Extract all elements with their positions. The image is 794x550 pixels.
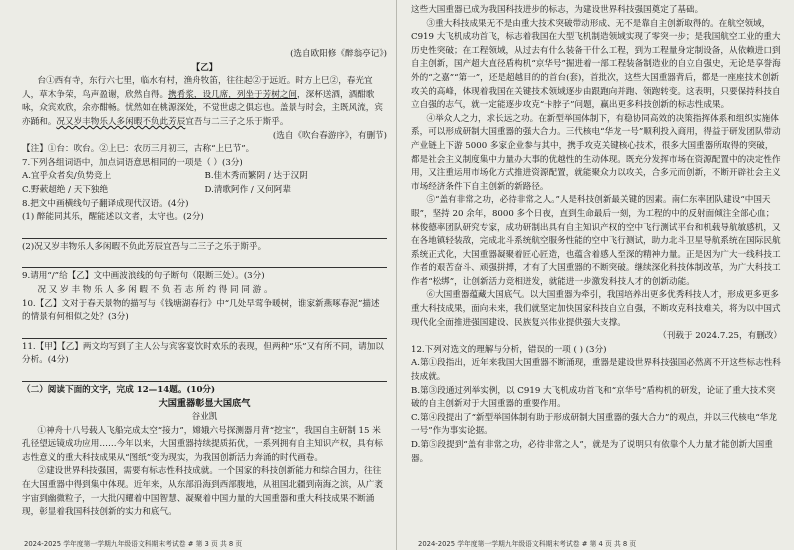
annotation-note: 【注】①台：吹台。②上巳：农历三月初三，古称“上巳节”。 — [22, 144, 255, 155]
article-paragraph-5: ⑤“盖有非常之功，必待非常之人。”人是科技创新最关键的因素。南仁东率团队建设“中国天眼”，坚持 20 余年，8000 多个日夜，直到生命最后一刻，为工程的中的反射面倾注全部心血；林俊德率团队研究专家，成功研制出具有自主知识产权的空中飞行测试平台和机载导航敏感机，又在各地镇轻装敌，完成北斗系统航空服务性能的空中飞行测试，助力北斗卫星导航系统在国际民航系统正式化，大国重器凝聚着匠心匠造，也蕴含着感人至深的精神力量。正是因为广大一线科技工作者的艰苦奋斗、顽强拼搏，才有了大国重器的不断突破。继续深化科技体制改革，为广大科技工作者“松绑”，让创新活力竞相迸发，就能进一步激发科技人才的创新动能。 — [411, 195, 781, 287]
source-citation-2: (选自《吹台春游序》，有删节) — [272, 130, 387, 141]
q7-options-row-1 — [22, 170, 387, 184]
q7-option-c: C.野蔌超绝 / 天下独绝 — [22, 184, 109, 195]
article-paragraph-6: ⑥大国重器蕴藏大国底气。以大国重器为牵引，我国培养出更多优秀科技人才，形成更多更多重大科技成果，面向未来，我们就坚定加快国家科技自立自强，不断攻克科技难关，将为以中国式现代化全面推进强国建设、民族复兴伟业提供强大支撑。 — [411, 290, 781, 328]
answer-line-8-1[interactable] — [22, 225, 387, 239]
right-page-footer: 2024-2025 学年度第一学期九年级语文科期末考试卷 # 第 4 页 共 8 页 — [418, 540, 637, 548]
text-b-part2: ，深杯送酒，酒酣歌咏，众宾欢欣，余亦酣畅。忧然如在桃源深处，不觉世虑之俱忘也。盖景与时会，主既风流，宾亦踊和。 — [22, 89, 383, 127]
answer-line-11[interactable] — [22, 368, 387, 382]
article-continuation: 这些大国重器已成为我国科技进步的标志，为建设世界科技强国奠定了基础。 — [411, 5, 704, 15]
article-paragraph-4: ④举众人之力，求长远之功。在新型举国体制下，有稳协同高效的决策指挥体系和组织实施体系，可以形成研制大国重器的强大合力。三代核电“华龙一号”顺利投入商用，得益于研发团队带动产业链上下游 5000 多家企业参与其中，携手攻克关键核心技术，很多大国重器所取得的突破，都是社会主义制度集中力量办大事的优越性的生动体现。既充分发挥市场在资源配置中的决定性作用，又注重运用市场化方式推进资源配置，就能聚众力以攻关，合多元而创新，不断开辟社会主义市场经济条件下自主创新的新路径。 — [411, 113, 781, 192]
article-paragraph-2: ②建设世界科技强国，需要有标志性科技成就。一个国家的科技创新能力和综合国力，往往在大国重器中得到集中体现。近年来，从东部沿海到西部腹地，从祖国北疆到南海之滨，从广袤宇宙到幽微粒子，一大批闪耀着中国智慧、凝聚着中国力量的大国重器和重大科技成果不断涌现，彰显着我国科技创新的实力和底气。 — [22, 466, 383, 518]
article-source: （刊载于 2024.7.25，有删改） — [658, 331, 782, 342]
q12-option-b: B.第③段通过列举实例，以 C919 大飞机成功首飞和“京华号”盾构机的研发，论证了重大技术突破的自主创新对于大国重器的重要作用。 — [411, 385, 776, 410]
article-paragraph-3: ③重大科技成果无不是由重大技术突破带动形成、无不是靠自主创新取得的。在航空领域，C919 大飞机成功首飞，标志着我国在大型飞机制造领域实现了零突一步；是我国航空工业的重大历史性突破；在工程领域，从过去有什么装备干什么工程，到为工程量身定制设备，从依赖进口到自主创新，国产超大直径盾构机“京华号”掘进着一部工程装备制造业的自立自强史，无论是享誉海外的“之嘉”“第一”，还是超越目的的首台(套)，首批次，这些大国重器背后，都是一座座技术创新攻关的高峰，体现着我国在关键技术领域逐步由跟跑向并跑、领跑转变。这表明，只要保持科技自立自强的志气，就一定能逐步攻克“卡脖子”问题，赢出更多科技创新的标志性成果。 — [411, 18, 781, 111]
question-12: 12.下列对选文的理解与分析，错误的一项 ( ) (3分) — [411, 344, 607, 355]
question-9-sentence: 况 又 岁 丰 物 乐 人 多 闲 暇 不 负 若 志 所 约 得 同 同 游 。 — [37, 284, 273, 295]
text-b-part3: 宜吾与二三子之乐于斯乎。 — [185, 116, 289, 127]
article-title: 大国重器彰显大国底气 — [158, 398, 251, 410]
q7-option-a: A.宜乎众者矣/负势竞上 — [22, 171, 112, 182]
q7-options-row-2 — [22, 184, 387, 198]
question-8-part-2: (2)况又岁丰物乐人多闲暇不负此芳辰宜吾与二三子之乐于斯乎。 — [22, 241, 267, 252]
answer-line-10[interactable] — [22, 325, 387, 339]
question-8: 8.把文中画横线句子翻译成现代汉语。(4分) — [22, 198, 189, 209]
question-9: 9.请用“/”给【乙】文中画波浪线的句子断句（限断三处）。(3分) — [22, 271, 265, 282]
q12-option-c: C.第④段提出了“新型举国体制有助于形成研制大国重器的强大合力”的观点，并以三代核电“华龙一号”作为事实论据。 — [411, 412, 777, 437]
q7-option-b: B.佳木秀而繁阴 / 达于汉阴 — [204, 171, 308, 182]
question-11: 11.【甲】【乙】两文均写到了主人公与宾客宴饮时欢乐的表现，但两种“乐”又有所不同，请加以分析。(4分) — [22, 341, 384, 366]
article-author: 谷业凯 — [191, 412, 218, 423]
text-b-wavy: 况又岁丰物乐人多闲暇不负此芳辰 — [56, 116, 186, 127]
answer-line-8-2[interactable] — [22, 254, 387, 268]
question-8-part-1: (1) 醉能同其乐，醒能述以文者，太守也。(2分) — [22, 212, 204, 223]
left-page-footer: 2024-2025 学年度第一学期九年级语文科期末考试卷 # 第 3 页 共 8 页 — [24, 540, 243, 548]
text-b-paragraph — [22, 75, 387, 129]
part-2-heading: （二）阅读下面的文字，完成 12—14题。(10分) — [22, 384, 216, 395]
article-paragraph-1: ①神舟十八号载人飞船完成太空“接力”，嫦娥六号探测器月背“挖宝”，我国自主研制 15 米孔径望远镜成功应用……今年以来，大国重器持续提质拓优，一系列拥有自主知识产权，具有标志性意义的重大科技成果从“图纸”变为现实，为我国创新活力奔涌的时代画卷。 — [22, 425, 383, 463]
section-b-label: 【乙】 — [191, 62, 218, 73]
right-page — [397, 0, 794, 550]
text-b-part1: 台①西有寺，东行六七里，临水有村，渔舟牧笛，往往起②于远近。时方上巳②，春光宜人，草木争荣，鸟声盈谢，欣然自得。 — [22, 76, 373, 100]
text-b-underlined-1: 携肴浆，设几席，列坐于芳树之间 — [168, 89, 298, 100]
question-10: 10.【乙】文对于春天景物的描写与《钱塘湖春行》中“几处早莺争暖树，谁家新燕啄春泥”描述的情景有何相似之处？(3分) — [22, 298, 380, 323]
q7-option-d: D.清歌阿作 / 又何阿辈 — [204, 184, 291, 195]
q12-option-a: A.第①段指出，近年来我国大国重器不断涌现，重器是建设世界科技强国必然离不开这些标志性科技成就。 — [411, 358, 781, 383]
q12-option-d: D.第⑤段提到“盖有非常之功，必待非常之人”，就是为了说明只有依靠个人力量才能创新大国重器。 — [411, 440, 773, 464]
question-7: 7.下列各组词语中，加点词语意思相同的一项是（ ）(3分) — [22, 157, 243, 168]
source-citation-1: (选自欧阳修《醉翁亭记》) — [290, 49, 387, 59]
